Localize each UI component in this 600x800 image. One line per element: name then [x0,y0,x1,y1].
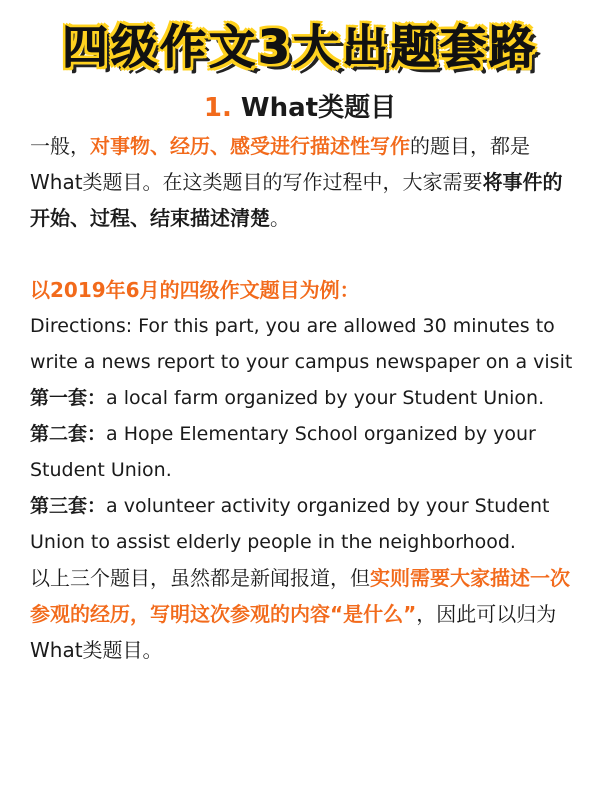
example-item-2 [30,416,575,488]
intro-paragraph [30,128,575,236]
conclusion-paragraph [30,560,575,668]
section-number: 1. [203,93,232,123]
example-item-1 [30,380,575,416]
example-item-label: 第一套： [30,387,107,409]
example-item-text: a local farm organized by your Student Union. [106,387,545,409]
intro-bold: 将事件的开始、过程、结束描述清楚 [30,170,563,230]
spacer [30,236,575,272]
example-item-3 [30,488,575,560]
directions-text: Directions: For this part, you are allowed 30 minutes to write a news report to your campus newspaper on a visit [30,315,573,373]
conclusion-text-1: 以上三个题目，虽然都是新闻报道，但 [30,566,370,590]
example-item-label: 第二套： [30,423,107,445]
intro-text-1: 一般， [30,134,90,158]
main-title: 四级作文3大出题套路 [61,20,538,74]
conclusion-text-2: ，因此可以归为What类题目。 [30,602,557,662]
intro-text-2: 的题目，都是What类题目。在这类题目的写作过程中，大家需要 [30,134,530,194]
example-heading: 以2019年6月的四级作文题目为例： [30,278,360,302]
section-title [0,90,600,126]
example-item-label: 第三套： [30,495,107,517]
conclusion-highlight: 实则需要大家描述一次参观的经历，写明这次参观的内容“是什么” [30,566,570,626]
example-item-text: a Hope Elementary School organized by your Student Union. [30,423,536,481]
section-title-text: What类题目 [240,93,397,123]
intro-highlight: 对事物、经历、感受进行描述性写作 [90,134,410,158]
header-banner [0,10,600,78]
example-item-text: a volunteer activity organized by your Student Union to assist elderly people in the neighborhood. [30,495,550,553]
intro-text-3: 。 [270,206,290,230]
content-body [30,128,575,668]
